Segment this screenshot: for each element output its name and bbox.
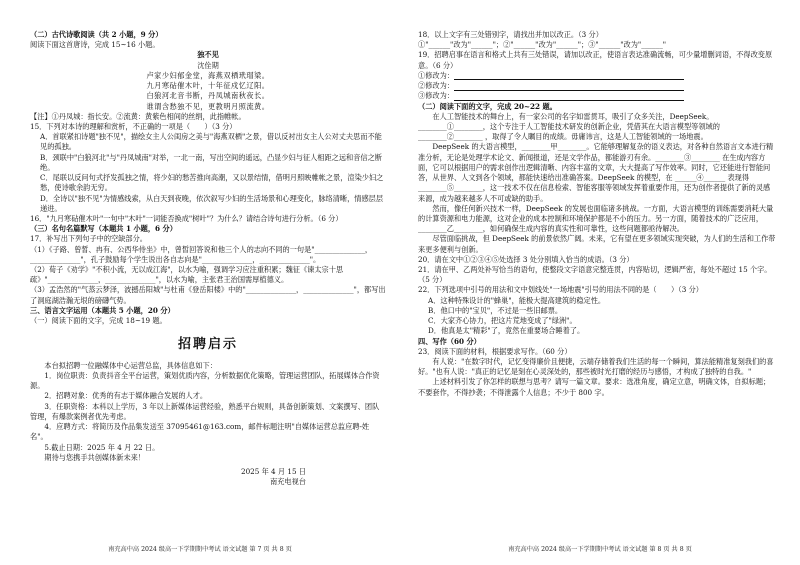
recruit-line: 2．招聘对象：优秀的有志于媒体融合发展的人才。 xyxy=(44,391,208,401)
essay-requirements: 上述材料引发了你怎样的联想与思考？请写一篇文章。要求：选准角度，确定立意，明确文体，自拟标题；不要套作，不得抄袭；不得泄露个人信息；不少于 800 字。 xyxy=(418,377,771,397)
q22-option-d: D．他真是太"精彩"了，竟然在重要场合睡着了。 xyxy=(428,326,585,336)
passage-paragraph: 在人工智能技术的舞台上，有一家公司的名字如雷贯耳，吸引了众多关注，DeepSeek。________①________，这个专注于人工智能技术研发的创新企业，凭借其在大语言模型等领域的 ________②________ ，取得了令人瞩目的成绩。毋庸讳言，这是人工智能领域的一场地震。 xyxy=(418,111,720,142)
poem-line: 白狼河北音书断，丹凤城南秋夜长。 xyxy=(146,91,270,101)
q19-item-2: ②修改为： xyxy=(418,81,454,91)
q19-item-3: ③修改为： xyxy=(418,91,454,101)
q22-option-a: A．这种特殊设计的"蜂巢"，能极大提高建筑的稳定性。 xyxy=(428,295,606,305)
recruit-line: 5.截止日期：2025 年 4 月 22 日。 xyxy=(44,442,160,452)
q17-item-2: （2）荀子《劝学》"不积小流，无以成江海"，以水为喻，强调学习应注重积累；魏征《谏太宗十思疏》"______________，______________"，以水为喻，主张君王治国需厚植德义。 xyxy=(30,265,344,285)
poem-line: 卢家少妇郁金堂，海燕双栖玳瑁梁。 xyxy=(146,70,270,80)
question-20: 20．请在文中①②③④⑤处选择 3 处分别填入恰当的成语。（3 分） xyxy=(418,254,634,264)
recruit-line: 1．岗位职责：负责抖音全平台运营，策划优质内容，分析数据优化策略，管理运营团队，拓展媒体合作资源。 xyxy=(30,371,380,391)
q15-option-d: D．全诗以"独不见"为情感线索，从白天到夜晚，依次叙写少妇的生活场景和心理变化，脉络清晰，情感层层递进。 xyxy=(40,193,384,213)
recruit-line: 期待与您携手共创媒体新未来！ xyxy=(44,452,146,462)
q15-option-a: A．首联紧扣诗题"独不见"，描绘女主人公闺房之美与"海燕双栖"之景，借以反衬出女主人公对丈夫思而不能见的孤独。 xyxy=(40,132,382,152)
answer-blank[interactable] xyxy=(454,92,684,101)
poem-intro: 阅读下面这首唐诗，完成 15~16 小题。 xyxy=(30,40,160,50)
passage-paragraph: DeepSeek 的大语言模型，________甲________。它能够理解复杂的语义表达，对各种自然语言文本进行精准分析，无论是处理学术论文、新闻报道，还是文学作品，都能游刃有余。________③________ 在生成内容方面，它可以根据用户的需求创作出逻辑清晰、内容丰富的文章，大大提高了写作效率。同时，它还能进行智能问答，从世界、人文到各个领域，都能快速给出准确答案。DeepSeek 的模型，在 ______④______ 表现得 ________⑤________，这一技术不仅在信息检索、智能客服等领域发挥着重要作用，还为创作者提供了新的灵感来源，成为越来越多人不可或缺的助手。 xyxy=(418,142,774,203)
q17-item-1: （1）《子路、曾皙、冉有、公西华侍坐》中，曾皙回答说和他三个人的志向不同的一句是"______________，______________"，孔子鼓励每个学生说出各自志向是"______________，______________"。 xyxy=(30,244,373,264)
q22-option-b: B．他口中的"宝贝"，不过是一些旧邮票。 xyxy=(428,305,563,315)
question-22: 22．下列选项中引号的用法和文中划线处"一场地震"引号的用法不同的是（ ）（3 分） xyxy=(418,285,703,295)
recruit-signature: 南充电视台 xyxy=(270,477,306,487)
page-footer: 南充高中高 2024 级高一下学期期中考试 语文试题 第 7 页 共 8 页 xyxy=(108,546,292,554)
poem-line: 谁谓含愁独不见，更教明月照流黄。 xyxy=(146,101,270,111)
recruit-title: 招聘启示 xyxy=(177,337,238,353)
poem-line: 九月寒砧催木叶，十年征戍忆辽阳。 xyxy=(146,81,270,91)
q15-option-b: B．颈联中"白狼河北"与"丹凤城南"对举，一北一南，写出空间的遥远，凸显少妇与征人相距之远和音信之断绝。 xyxy=(40,152,382,172)
poem-title: 独不见 xyxy=(197,50,219,60)
recruit-line: 4．应聘方式：将简历及作品集发送至 37095461@163.com，邮件标题注明"自媒体运营总监应聘-姓名"。 xyxy=(30,422,370,442)
q17-item-3: （3）孟浩然的"气蒸云梦泽，波撼岳阳城"与杜甫《登岳阳楼》中的"______________，______________"，都写出了洞庭湖浩瀚无垠的磅礴气势。 xyxy=(30,285,386,305)
passage-paragraph: 然而，像任何新兴技术一样，DeepSeek 的发展也面临诸多挑战。一方面，大语言模型的训练需要消耗大量的计算资源和电力能源，这对企业的成本控制和环境保护都是不小的压力。另一方面，随着技术的广泛应用，________乙________，如何确保生成内容的真实性和可靠性，这些问题都亟待解决。 xyxy=(418,203,774,234)
section2-heading: （二）阅读下面的文字，完成 20~22 题。 xyxy=(418,101,557,111)
question-15: 15．下列对本诗的理解和赏析，不正确的一项是（ ）（3 分） xyxy=(30,121,237,131)
question-21: 21．请在甲、乙两处补写恰当的语句，使整段文字语意完整连贯，内容贴切，逻辑严密，每处不超过 15 个字。（5 分） xyxy=(418,265,772,285)
section-fill-heading: （三）名句名篇默写（本题共 1 小题，6 分） xyxy=(30,224,177,234)
q19-item-1: ①修改为： xyxy=(418,70,454,80)
recruit-line: 3．任职资格：本科以上学历，3 年以上新媒体运营经验，熟悉平台规则，具备创新策划、文案撰写、团队管理，有爆款案例者优先考虑。 xyxy=(30,401,380,421)
essay-material: 有人说："在数字时代，记忆变得廉价且便捷，云端存储着我们生活的每一个瞬间，算法能精准复刻我们的喜好。"也有人说："真正的记忆是刻在心灵深处的，那些被时光打磨的经历与感悟，才构成了独特的自我。" xyxy=(418,357,774,377)
recruit-date: 2025 年 4 月 15 日 xyxy=(241,466,306,476)
lang-intro: （一）阅读下面的文字，完成 18~19 题。 xyxy=(30,316,167,326)
right-page xyxy=(400,0,800,565)
poem-author: 沈佺期 xyxy=(197,60,219,70)
answer-blank[interactable] xyxy=(454,71,684,80)
q18-answer-line: ①"______"改为"______"；②"______"改为"______"；③"______"改为"______" xyxy=(418,40,667,50)
q15-option-c: C．尾联以反问句式抒发孤独之情，将少妇的愁苦推向高潮，又以景结情，借明月照映帷帐之景，渲染少妇之愁，使诗歌余韵无穷。 xyxy=(40,173,384,193)
section4-heading: 四、写作（60 分） xyxy=(418,336,481,346)
recruit-line: 本台拟招聘一位融媒体中心运营总监，具体信息如下： xyxy=(44,360,217,370)
section-lang-heading: 三、语言文字运用（本题共 5 小题，20 分） xyxy=(30,305,175,315)
question-16: 16．"九月寒砧催木叶"一句中"木叶"一词能否换成"树叶"？为什么？请结合诗句进行分析。（6 分） xyxy=(30,213,343,223)
question-23: 23．阅读下面的材料，根据要求写作。（60 分） xyxy=(418,346,572,356)
answer-blank[interactable] xyxy=(454,82,684,91)
page-footer: 南充高中高 2024 级高一下学期期中考试 语文试题 第 8 页 共 8 页 xyxy=(508,546,692,554)
poem-note: 【注】①丹凤城：指长安。②流黄：黄紫色相间的丝绢，此指帷帐。 xyxy=(30,111,246,121)
question-17: 17．补写出下列句子中的空缺部分。 xyxy=(30,234,147,244)
passage-paragraph: 尽管面临挑战，但 DeepSeek 的前景依然广阔。未来，它有望在更多领域实现突破，为人们的生活和工作带来更多便利与创新。 xyxy=(418,234,776,254)
question-19: 19．招聘启事在语言和格式上共有三处错误，请加以改正，使语言表达准确流畅，可少量增删词语，不得改变原意。（6 分） xyxy=(418,50,773,70)
q22-option-c: C．大家齐心协力，把这片荒地变成了"绿洲"。 xyxy=(428,316,577,326)
section-poem-heading: （二）古代诗歌阅读（共 2 小题，9 分） xyxy=(30,30,163,39)
question-18: 18．以上文字有三处错别字，请找出并加以改正。（3 分） xyxy=(418,30,603,39)
